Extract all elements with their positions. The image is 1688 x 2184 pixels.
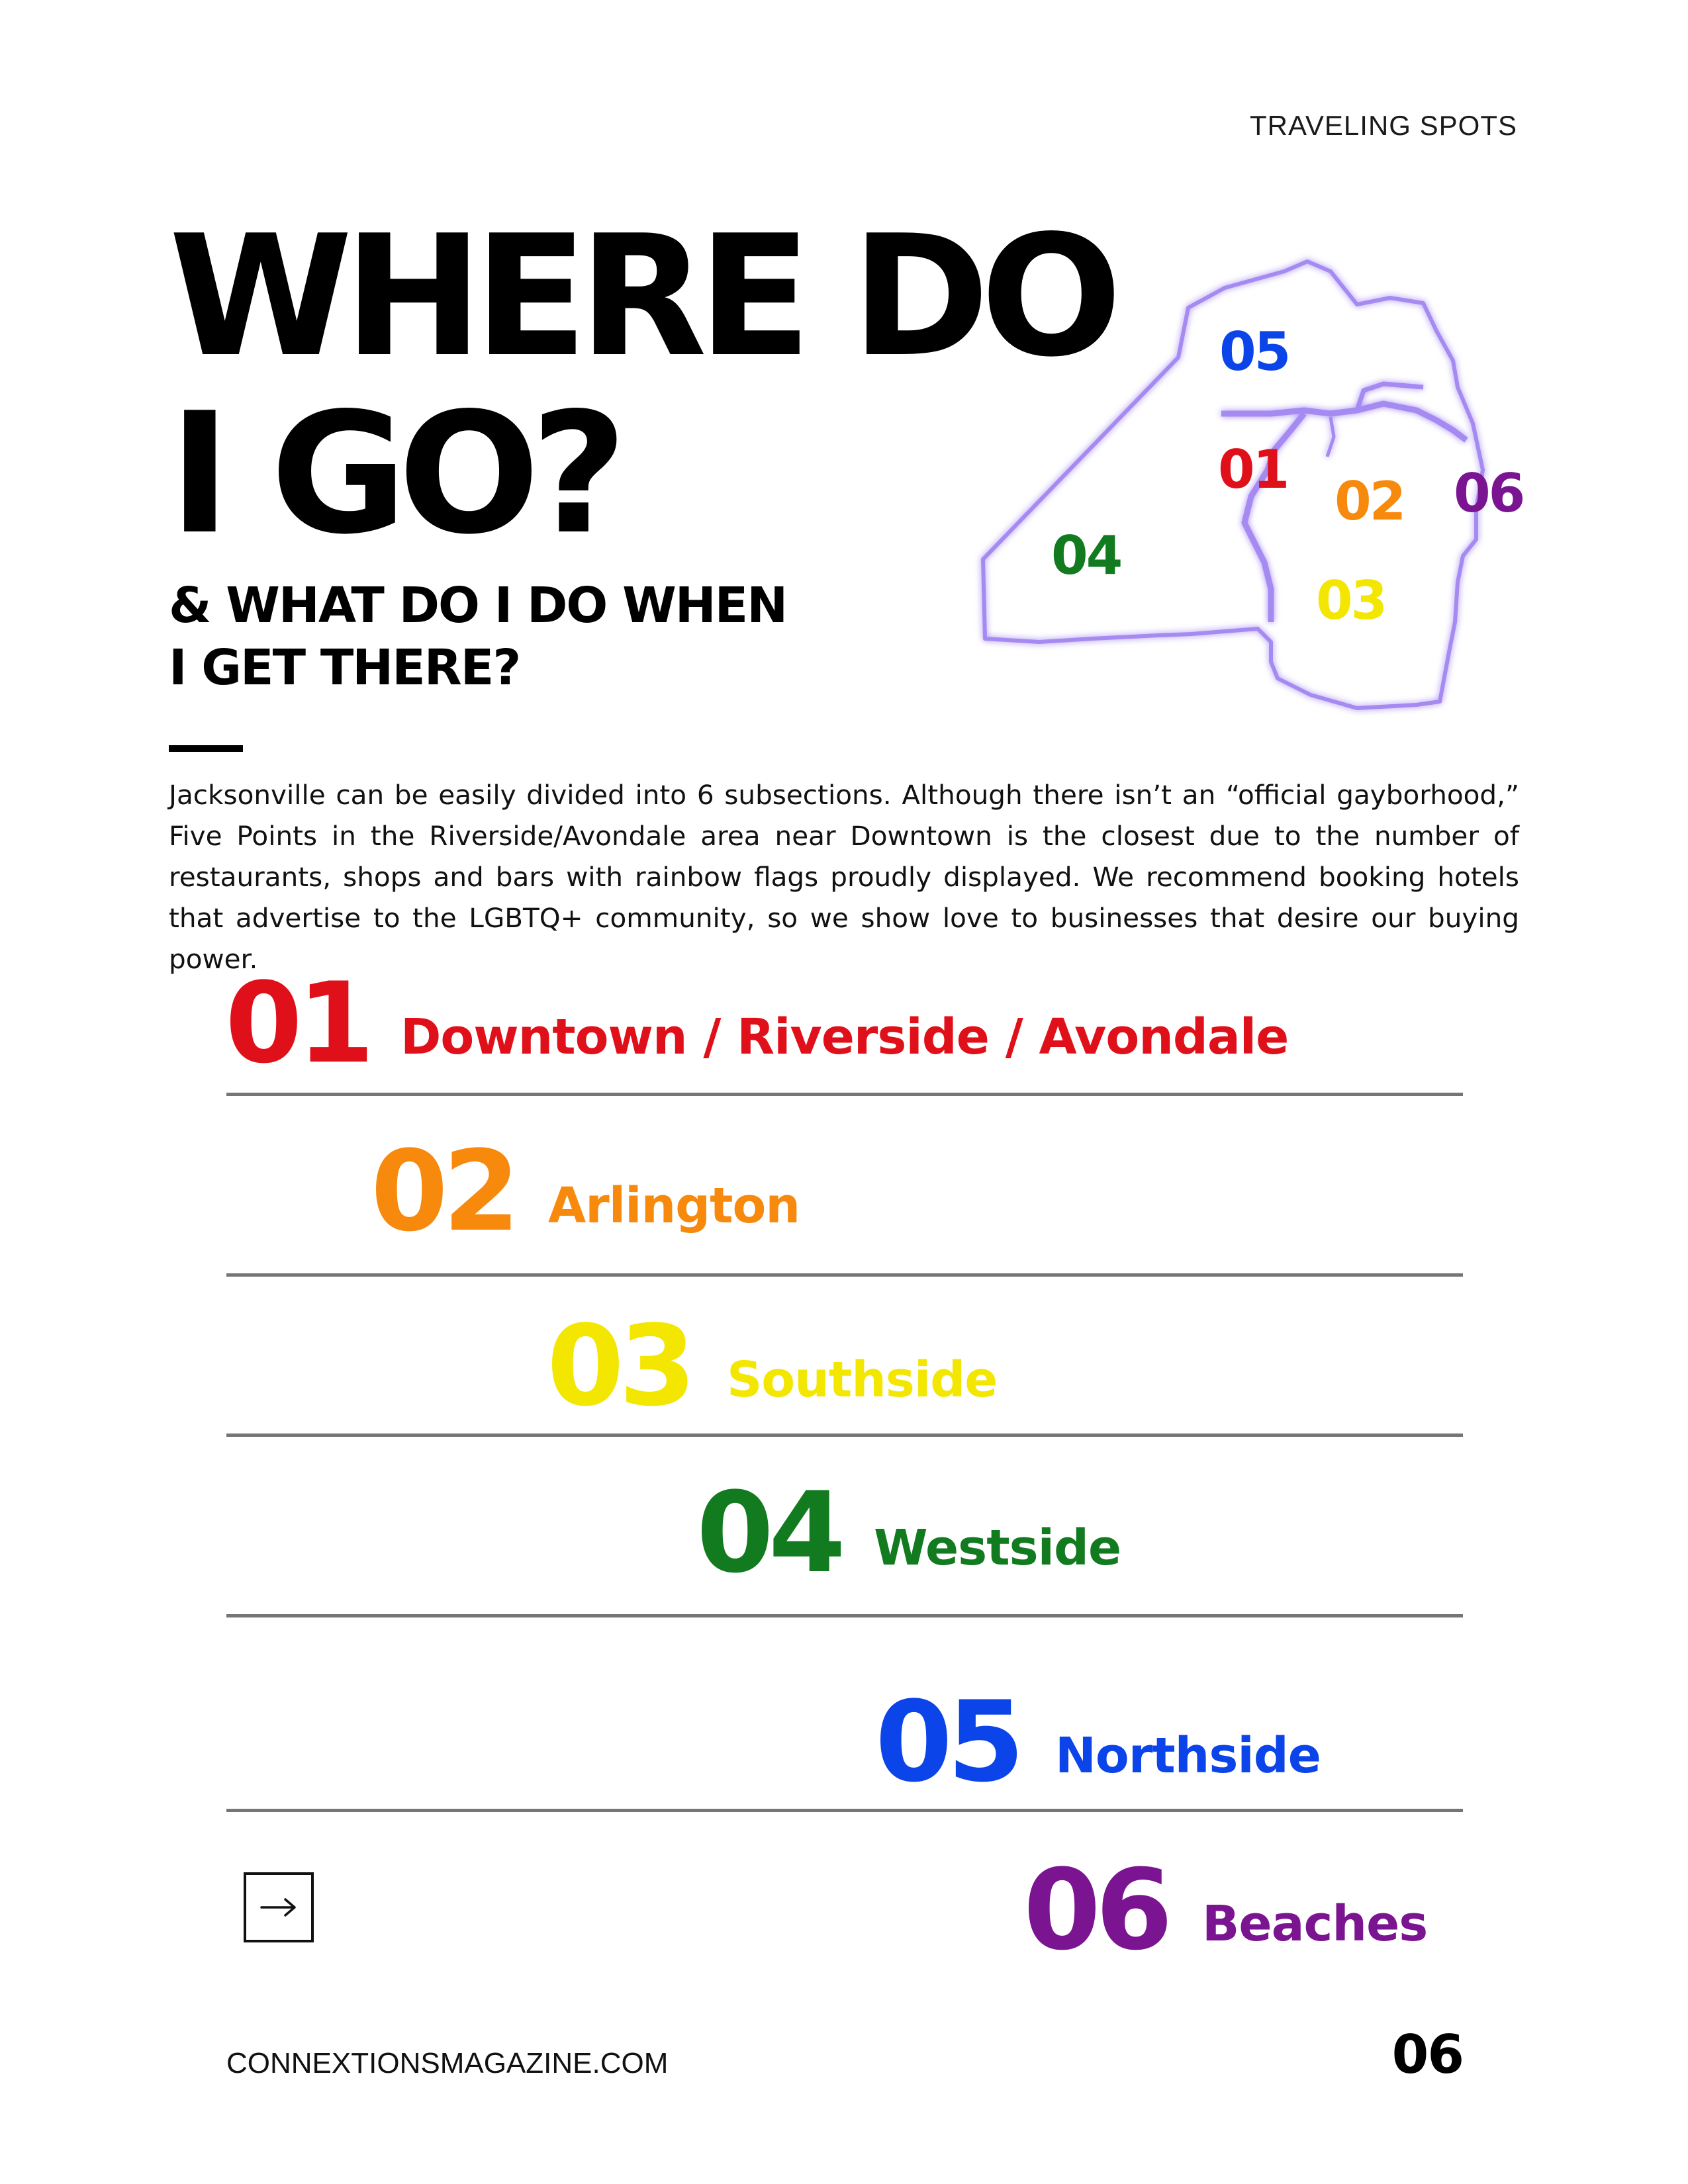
map-label-01: 01	[1218, 439, 1288, 500]
area-number-03: 03	[547, 1301, 691, 1431]
area-number-01: 01	[225, 958, 369, 1088]
area-number-05: 05	[875, 1677, 1019, 1807]
area-number-02: 02	[371, 1126, 515, 1256]
subtitle-line-2: I GET THERE?	[169, 639, 520, 696]
area-name-01: Downtown / Riverside / Avondale	[400, 1009, 1289, 1066]
area-name-03: Southside	[727, 1351, 998, 1408]
map-label-05: 05	[1219, 321, 1289, 383]
divider-line	[226, 1614, 1463, 1617]
next-page-button[interactable]	[244, 1872, 314, 1942]
map-label-02: 02	[1335, 471, 1405, 532]
area-number-04: 04	[696, 1468, 841, 1598]
footer-site-link[interactable]: CONNEXTIONSMAGAZINE.COM	[226, 2047, 669, 2079]
section-label: TRAVELING SPOTS	[1250, 110, 1517, 141]
subtitle	[169, 574, 786, 699]
page-number: 06	[1391, 2024, 1463, 2085]
divider-line	[226, 1273, 1463, 1277]
divider-line	[226, 1433, 1463, 1437]
page-title-line-2: I GO?	[169, 377, 618, 571]
jacksonville-map	[960, 251, 1542, 728]
area-name-02: Arlington	[548, 1177, 800, 1234]
area-name-04: Westside	[874, 1520, 1121, 1576]
divider-line	[226, 1809, 1463, 1812]
page-title-line-1: WHERE DO	[169, 200, 1113, 394]
divider-line	[226, 1093, 1463, 1096]
subtitle-line-1: & WHAT DO I DO WHEN	[169, 577, 787, 634]
area-number-06: 06	[1023, 1845, 1168, 1975]
river-branch-2	[1327, 417, 1334, 457]
arrow-right-icon	[260, 1897, 297, 1917]
map-label-04: 04	[1051, 525, 1121, 586]
divider-dash	[169, 745, 243, 752]
map-label-06: 06	[1454, 463, 1524, 524]
map-label-03: 03	[1316, 570, 1386, 631]
area-name-06: Beaches	[1202, 1895, 1428, 1952]
intro-paragraph: Jacksonville can be easily divided into 6 subsections. Although there isn’t an “official gayborhood,” Five Points in the Riverside/Avondale area near Downtown is the closest due to the number of restaurants, shops and bars with rainbow flags proudly displayed. We recommend booking hotels that advertise to the LGBTQ+ community, so we show love to businesses that desire our buying power.	[169, 779, 1519, 975]
area-name-05: Northside	[1055, 1727, 1321, 1784]
